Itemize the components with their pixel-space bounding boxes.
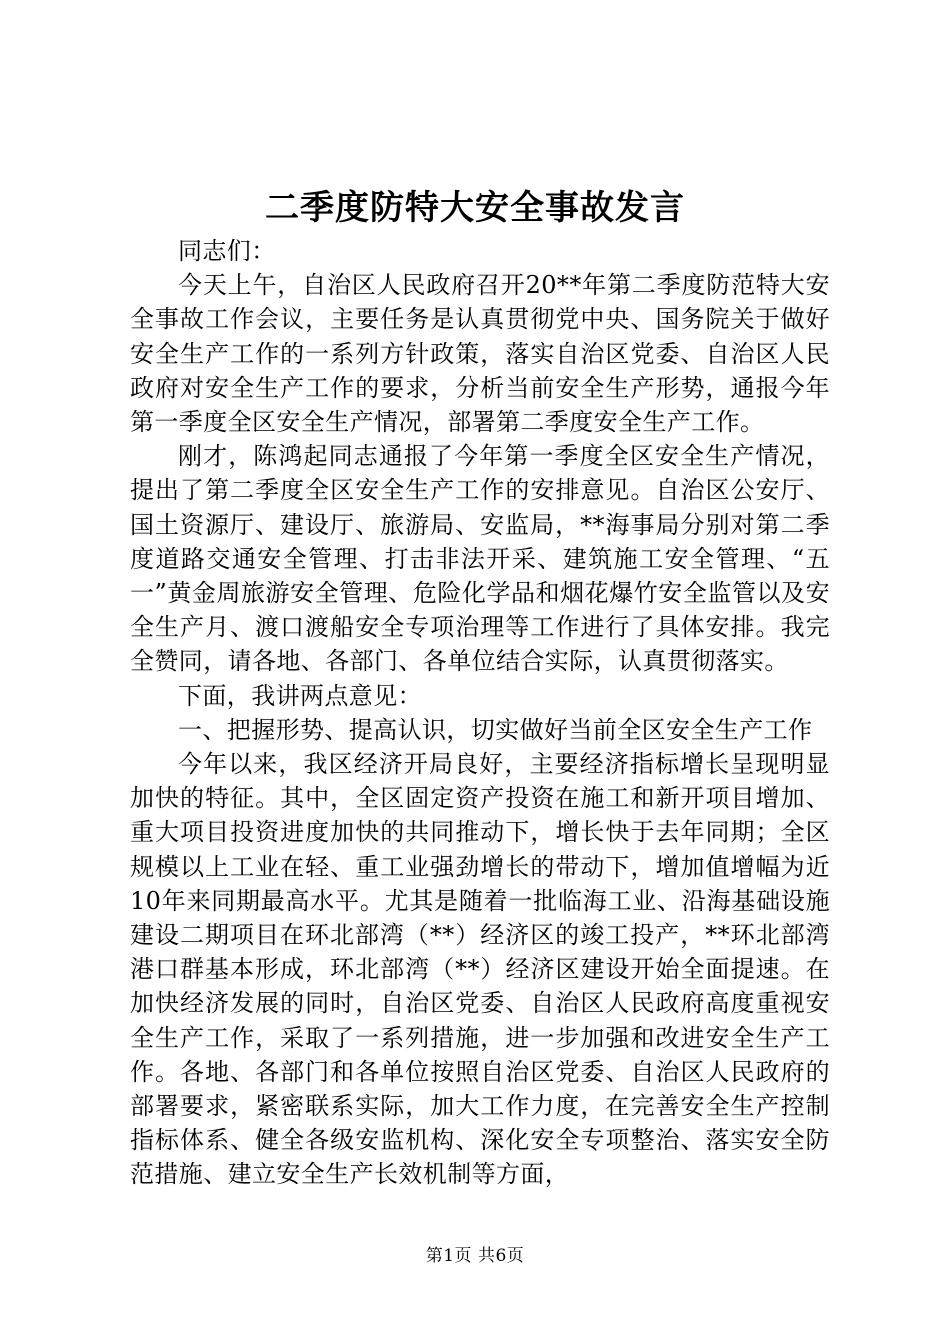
body-paragraph: 今天上午，自治区人民政府召开20**年第二季度防范特大安全事故工作会议，主要任务是认真贯彻党中央、国务院关于做好安全生产工作的一系列方针政策，落实自治区党委、自治区人民政府对安全生产工作的要求，分析当前安全生产形势，通报今年第一季度全区安全生产情况，部署第二季度安全生产工作。 — [130, 271, 830, 437]
body-paragraph: 下面，我讲两点意见： — [178, 681, 422, 710]
section-heading: 一、把握形势、提高认识，切实做好当前全区安全生产工作 — [178, 715, 813, 744]
salutation-paragraph: 同志们： — [178, 237, 276, 265]
body-paragraph: 今年以来，我区经济开局良好，主要经济指标增长呈现明显加快的特征。其中，全区固定资产投资在施工和新开项目增加、重大项目投资进度加快的共同推动下，增长快于去年同期；全区规模以上工业在轻、重工业强劲增长的带动下，增加值增幅为近10年来同期最高水平。尤其是随着一批临海工业、沿海基础设施建设二期项目在环北部湾（**）经济区的竣工投产，**环北部湾港口群基本形成，环北部湾（**）经济区建设开始全面提速。在加快经济发展的同时，自治区党委、自治区人民政府高度重视安全生产工作，采取了一系列措施，进一步加强和改进安全生产工作。各地、各部门和各单位按照自治区党委、自治区人民政府的部署要求，紧密联系实际，加大工作力度，在完善安全生产控制指标体系、健全各级安监机构、深化安全专项整治、落实安全防范措施、建立安全生产长效机制等方面， — [130, 750, 830, 1189]
document-title: 二季度防特大安全事故发言 — [265, 188, 685, 228]
page-number-footer: 第1页 共6页 — [425, 1246, 525, 1266]
document-body — [130, 234, 830, 1192]
body-paragraph: 刚才，陈鸿起同志通报了今年第一季度全区安全生产情况，提出了第二季度全区安全生产工作的安排意见。自治区公安厅、国土资源厅、建设厅、旅游局、安监局，**海事局分别对第二季度道路交通安全管理、打击非法开采、建筑施工安全管理、“五一”黄金周旅游安全管理、危险化学品和烟花爆竹安全监管以及安全生产月、渡口渡船安全专项治理等工作进行了具体安排。我完全赞同，请各地、各部门、各单位结合实际，认真贯彻落实。 — [130, 442, 830, 676]
